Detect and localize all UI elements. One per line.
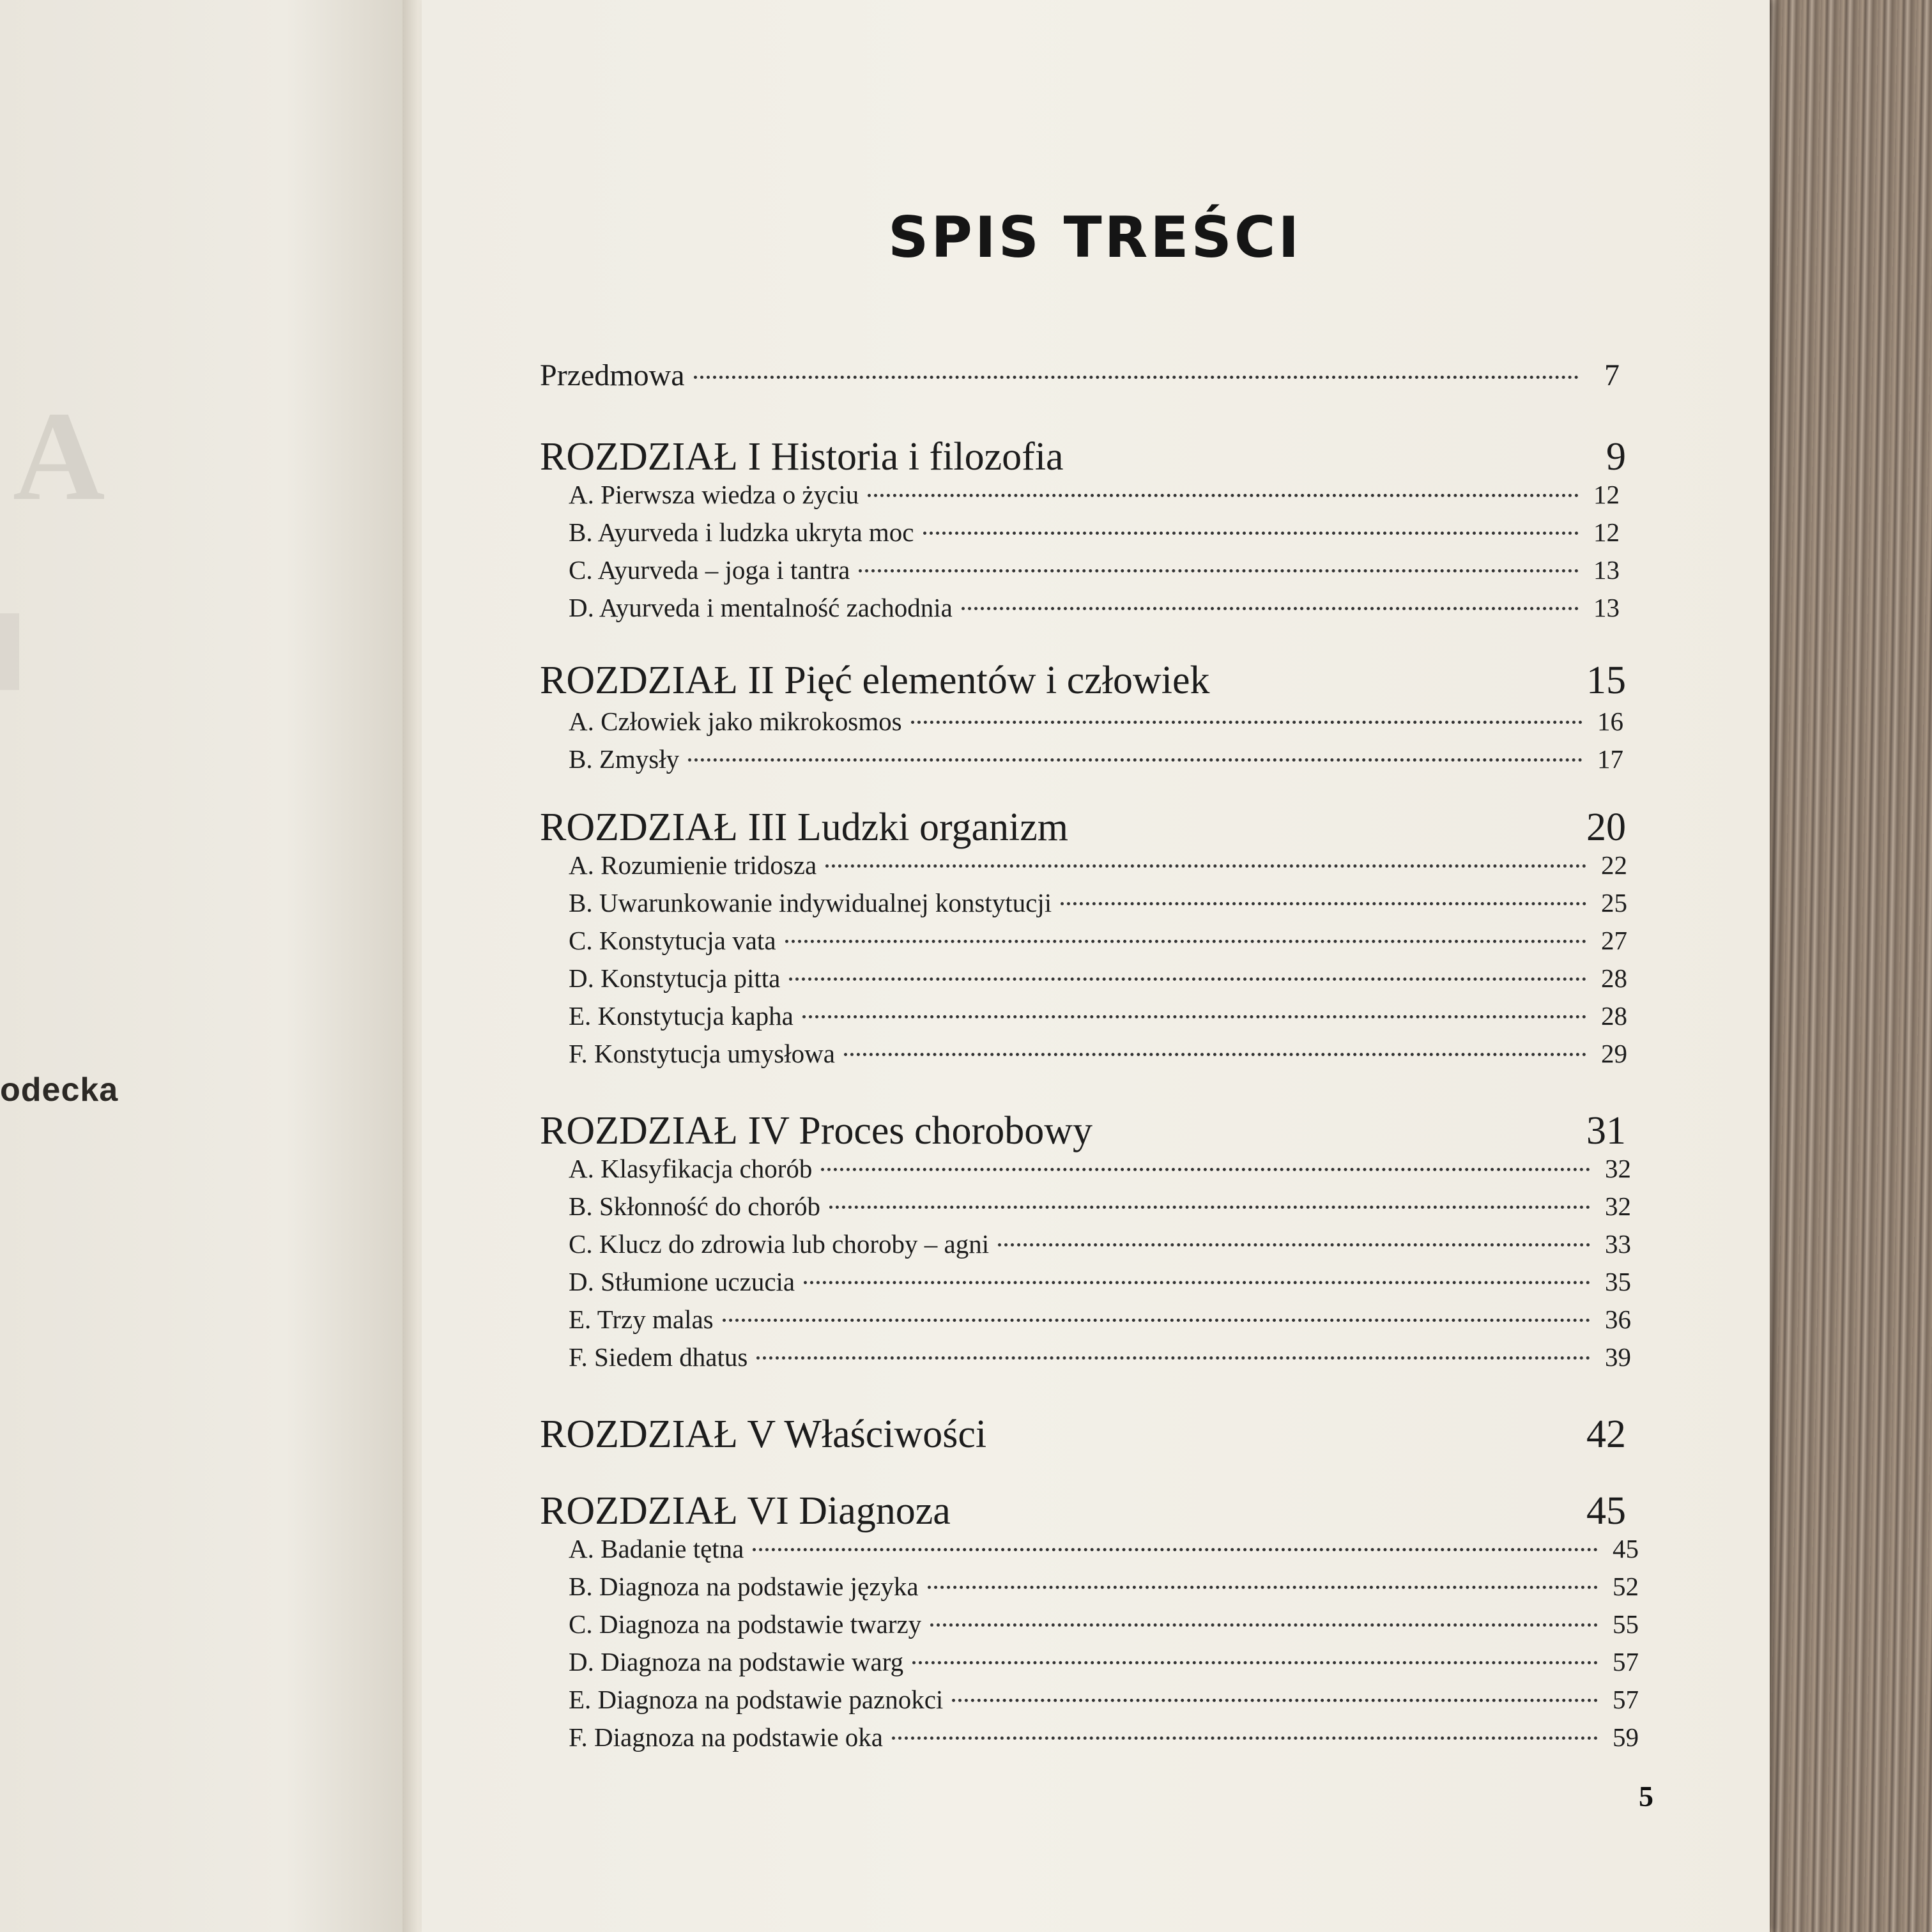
dot-leader — [829, 1206, 1590, 1209]
toc-section-label: E. Konstytucja kapha — [569, 1001, 793, 1031]
toc-section-page: 25 — [1601, 888, 1627, 917]
toc-section — [569, 744, 1623, 774]
toc-section — [569, 1646, 1639, 1677]
toc-chapter — [540, 805, 1626, 850]
toc-section-label: B. Ayurveda i ludzka ukryta moc — [569, 518, 914, 547]
toc-section-label: B. Diagnoza na podstawie języka — [569, 1572, 919, 1601]
toc-section — [569, 887, 1627, 918]
toc-section-page: 35 — [1605, 1267, 1631, 1296]
toc-entry-page: 7 — [1604, 358, 1620, 392]
toc-section — [569, 555, 1620, 585]
dot-leader — [825, 864, 1586, 868]
page-title: SPIS TREŚCI — [888, 204, 1302, 270]
toc-section — [569, 1304, 1631, 1335]
toc-section-label: E. Trzy malas — [569, 1305, 714, 1334]
toc-section-page: 32 — [1605, 1192, 1631, 1221]
toc-section-label: D. Ayurveda i mentalność zachodnia — [569, 593, 953, 622]
toc-section — [569, 1000, 1627, 1031]
toc-section-page: 12 — [1593, 480, 1620, 509]
dot-leader — [952, 1699, 1598, 1702]
toc-section-page: 57 — [1613, 1685, 1639, 1714]
toc-section-page: 28 — [1601, 1001, 1627, 1031]
toc-chapter-page: 45 — [1586, 1489, 1626, 1533]
toc-section — [569, 1533, 1639, 1564]
dot-leader — [756, 1356, 1590, 1360]
toc-chapter-page: 15 — [1586, 659, 1626, 702]
toc-section-label: F. Konstytucja umysłowa — [569, 1039, 835, 1068]
dot-leader — [859, 569, 1579, 572]
toc-section-page: 12 — [1593, 518, 1620, 547]
toc-section-label: C. Konstytucja vata — [569, 926, 776, 955]
toc-entry-label: Przedmowa — [540, 358, 685, 392]
toc-chapter-label: ROZDZIAŁ V Właściwości — [540, 1413, 987, 1456]
dot-leader — [694, 376, 1579, 379]
toc-section-page: 16 — [1597, 707, 1623, 736]
dot-leader — [930, 1623, 1598, 1627]
toc-chapter — [540, 434, 1626, 480]
toc-chapter-label: ROZDZIAŁ II Pięć elementów i człowiek — [540, 659, 1210, 702]
toc-section — [569, 1342, 1631, 1372]
toc-section — [569, 1722, 1639, 1752]
dot-leader — [928, 1586, 1598, 1589]
toc-section-page: 33 — [1605, 1229, 1631, 1259]
toc-chapter-page: 42 — [1586, 1413, 1626, 1456]
toc-section-page: 27 — [1601, 926, 1627, 955]
dot-leader — [923, 532, 1579, 535]
toc-section — [569, 479, 1620, 510]
dot-leader — [1061, 902, 1586, 905]
toc-section — [569, 1571, 1639, 1602]
dot-leader — [998, 1243, 1590, 1246]
toc-section-page: 59 — [1613, 1722, 1639, 1752]
toc-entry-front-matter — [540, 358, 1620, 393]
toc-section-page: 13 — [1593, 555, 1620, 585]
toc-section-page: 39 — [1605, 1342, 1631, 1372]
toc-section-page: 55 — [1613, 1609, 1639, 1639]
toc-section — [569, 1153, 1631, 1184]
wooden-table-background — [1763, 0, 1932, 1932]
toc-chapter-label: ROZDZIAŁ III Ludzki organizm — [540, 806, 1069, 849]
dot-leader — [723, 1319, 1590, 1322]
toc-section-label: A. Badanie tętna — [569, 1534, 744, 1563]
toc-chapter — [540, 1108, 1626, 1154]
toc-chapter-page: 31 — [1586, 1109, 1626, 1153]
dot-leader — [912, 1661, 1598, 1664]
dot-leader — [892, 1736, 1598, 1740]
toc-section-label: C. Ayurveda – joga i tantra — [569, 555, 850, 585]
toc-section — [569, 1609, 1639, 1639]
dot-leader — [753, 1548, 1598, 1551]
toc-chapter-page: 20 — [1586, 806, 1626, 849]
toc-section-label: A. Pierwsza wiedza o życiu — [569, 480, 859, 509]
toc-section — [569, 1038, 1627, 1069]
bleed-through-mark: A — [13, 386, 105, 527]
left-page-edge-text: odecka — [0, 1071, 119, 1108]
toc-section — [569, 517, 1620, 548]
toc-section-page: 29 — [1601, 1039, 1627, 1068]
toc-section — [569, 1684, 1639, 1715]
toc-section-label: C. Klucz do zdrowia lub choroby – agni — [569, 1229, 990, 1259]
toc-chapter-label: ROZDZIAŁ IV Proces chorobowy — [540, 1109, 1092, 1153]
toc-section-label: B. Uwarunkowanie indywidualnej konstytucji — [569, 888, 1052, 917]
toc-section — [569, 850, 1627, 880]
toc-section — [569, 706, 1623, 737]
toc-section — [569, 592, 1620, 623]
toc-chapter-label: ROZDZIAŁ I Historia i filozofia — [540, 435, 1064, 479]
bleed-through-mark — [0, 613, 19, 690]
toc-section-label: F. Siedem dhatus — [569, 1342, 748, 1372]
toc-section-page: 22 — [1601, 850, 1627, 880]
toc-section — [569, 963, 1627, 993]
toc-section-label: A. Człowiek jako mikrokosmos — [569, 707, 902, 736]
toc-chapter — [540, 1489, 1626, 1534]
toc-section-page: 36 — [1605, 1305, 1631, 1334]
toc-chapter — [540, 1412, 1626, 1457]
dot-leader — [789, 977, 1586, 981]
dot-leader — [688, 758, 1583, 762]
toc-section-label: C. Diagnoza na podstawie twarzy — [569, 1609, 922, 1639]
toc-section-label: B. Skłonność do chorób — [569, 1192, 821, 1221]
dot-leader — [911, 721, 1583, 724]
dot-leader — [844, 1053, 1586, 1056]
toc-section-page: 45 — [1613, 1534, 1639, 1563]
toc-section-label: D. Stłumione uczucia — [569, 1267, 795, 1296]
dot-leader — [962, 607, 1579, 610]
page-number: 5 — [1639, 1780, 1653, 1813]
toc-section — [569, 1266, 1631, 1297]
toc-section-label: E. Diagnoza na podstawie paznokci — [569, 1685, 944, 1714]
dot-leader — [868, 494, 1579, 497]
toc-section-page: 52 — [1613, 1572, 1639, 1601]
toc-section-label: D. Konstytucja pitta — [569, 963, 781, 993]
toc-section-page: 57 — [1613, 1647, 1639, 1676]
toc-section-label: D. Diagnoza na podstawie warg — [569, 1647, 904, 1676]
toc-section-label: F. Diagnoza na podstawie oka — [569, 1722, 883, 1752]
toc-section — [569, 1191, 1631, 1222]
toc-section-label: B. Zmysły — [569, 744, 680, 774]
toc-section — [569, 1229, 1631, 1259]
toc-section-label: A. Rozumienie tridosza — [569, 850, 817, 880]
toc-section-page: 17 — [1597, 744, 1623, 774]
toc-section-page: 32 — [1605, 1154, 1631, 1183]
dot-leader — [785, 940, 1586, 943]
dot-leader — [804, 1281, 1590, 1284]
toc-section — [569, 925, 1627, 956]
toc-section-page: 28 — [1601, 963, 1627, 993]
toc-section-page: 13 — [1593, 593, 1620, 622]
toc-chapter-page: 9 — [1606, 435, 1626, 479]
dot-leader — [802, 1015, 1586, 1018]
left-page — [0, 0, 409, 1932]
toc-chapter — [540, 658, 1626, 703]
toc-chapter-label: ROZDZIAŁ VI Diagnoza — [540, 1489, 951, 1533]
toc-section-label: A. Klasyfikacja chorób — [569, 1154, 813, 1183]
dot-leader — [821, 1168, 1590, 1171]
